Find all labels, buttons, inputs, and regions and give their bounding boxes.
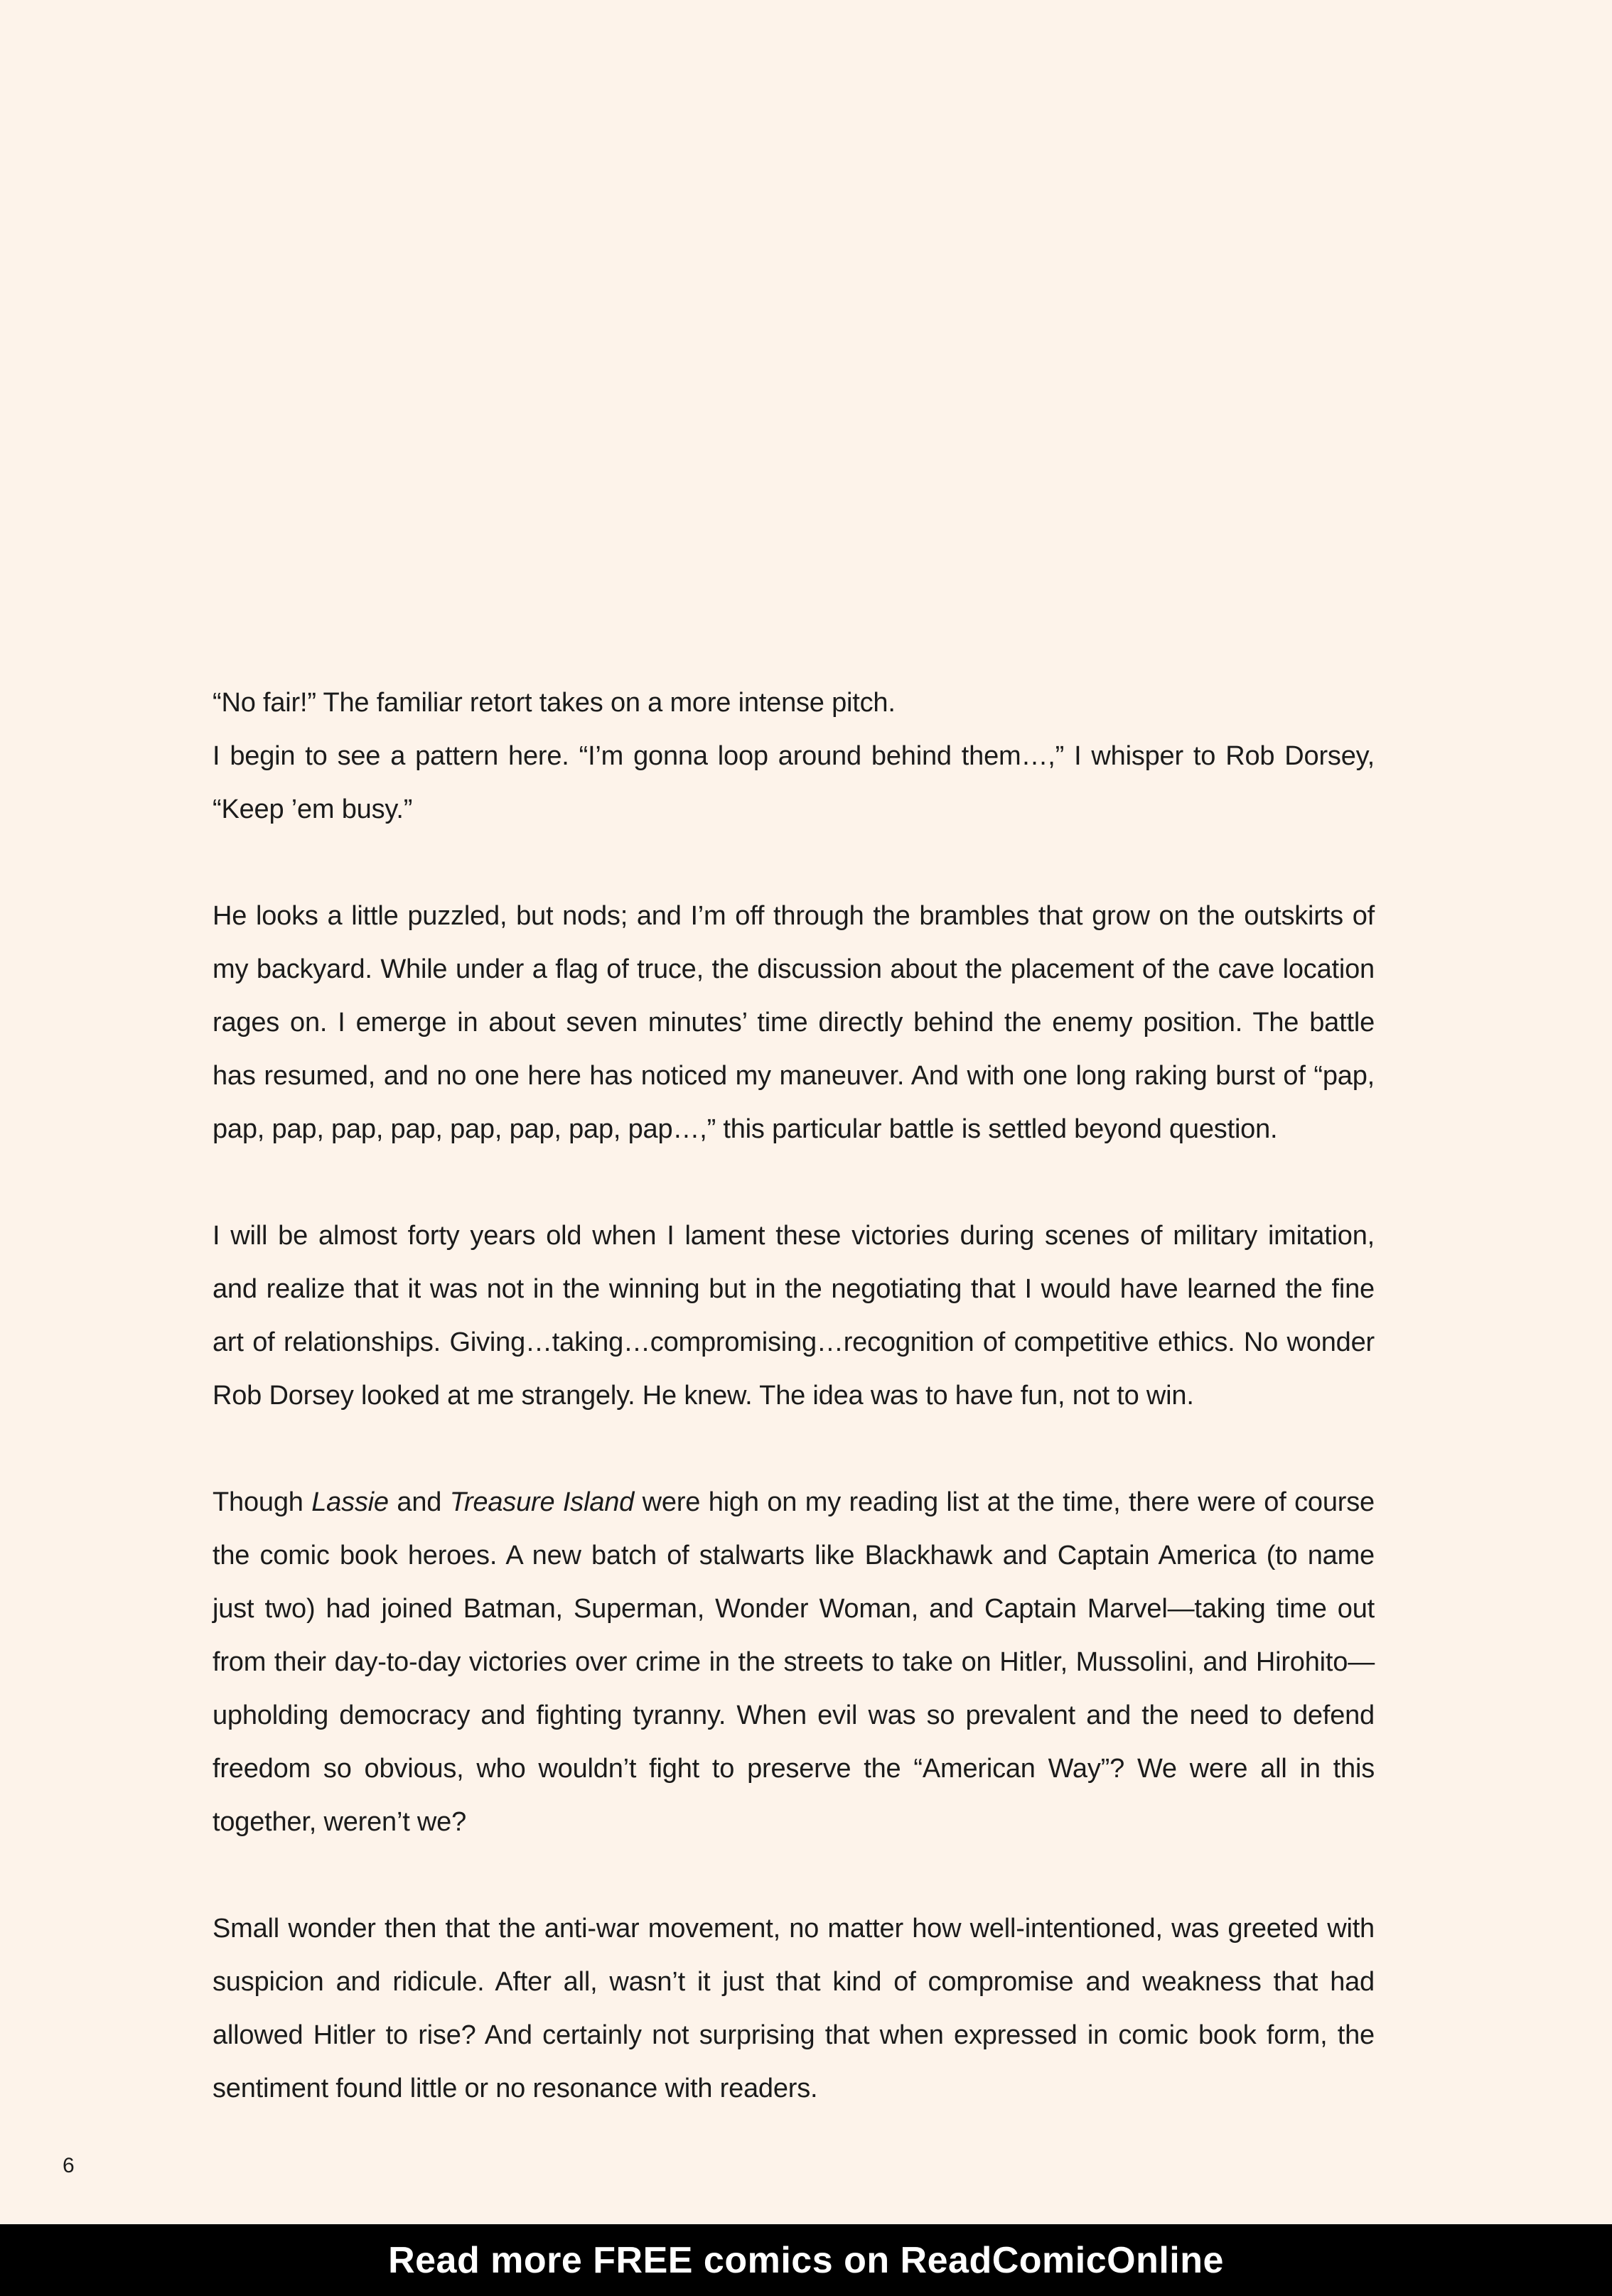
paragraph: Small wonder then that the anti-war movement, no matter how well-intentioned, was greeted with suspicion and ridicule. After all, wasn’t it just that kind of compromise and weakness that had allowed Hitler to rise? And certainly not surprising that when expressed in comic book form, the sentiment found little or no resonance with readers. [213,1914,1375,2103]
paragraph: He looks a little puzzled, but nods; and I’m off through the brambles that grow on the outskirts of my backyard. While under a flag of truce, the discussion about the placement of the cave location rages on. I emerge in about seven minutes’ time directly behind the enemy position. The battle has resumed, and no one here has noticed my maneuver. And with one long raking burst of “pap, pap, pap, pap, pap, pap, pap, pap, pap…,” this particular battle is settled beyond question. [213,901,1375,1144]
paragraph-text: were high on my reading list at the time, there were of course the comic book heroes. A new batch of stalwarts like Blackhawk and Captain America (to name just two) had joined Batman, Superman, Wonder Woman, and Captain Marvel—taking time out from their day-to-day victories over crime in the streets to take on Hitler, Mussolini, and Hirohito—upholding democracy and fighting tyranny. When evil was so prevalent and the need to defend freedom so obvious, who wouldn’t fight to preserve the “American Way”? We were all in this together, weren’t we? [213,1487,1375,1837]
book-title: Treasure Island [449,1487,635,1517]
paragraph-text: and [388,1487,450,1517]
page-number: 6 [63,2154,75,2177]
paragraph [213,1476,1375,1849]
paragraph-text: Though [213,1487,312,1517]
paragraph: I begin to see a pattern here. “I’m gonna loop around behind them…,” I whisper to Rob Dorsey, “Keep ’em busy.” [213,741,1375,824]
footer-banner[interactable] [0,2224,1612,2296]
paragraph: “No fair!” The familiar retort takes on a more intense pitch. [213,688,896,718]
paragraph: I will be almost forty years old when I lament these victories during scenes of military imitation, and realize that it was not in the winning but in the negotiating that I would have learned the fine art of relationships. Giving…taking…compromising…recognition of competitive ethics. No wonder Rob Dorsey looked at me strangely. He knew. The idea was to have fun, not to win. [213,1221,1375,1411]
body-text [213,677,1375,2169]
footer-banner-link[interactable]: Read more FREE comics on ReadComicOnline [388,2239,1224,2281]
book-title: Lassie [311,1487,389,1517]
